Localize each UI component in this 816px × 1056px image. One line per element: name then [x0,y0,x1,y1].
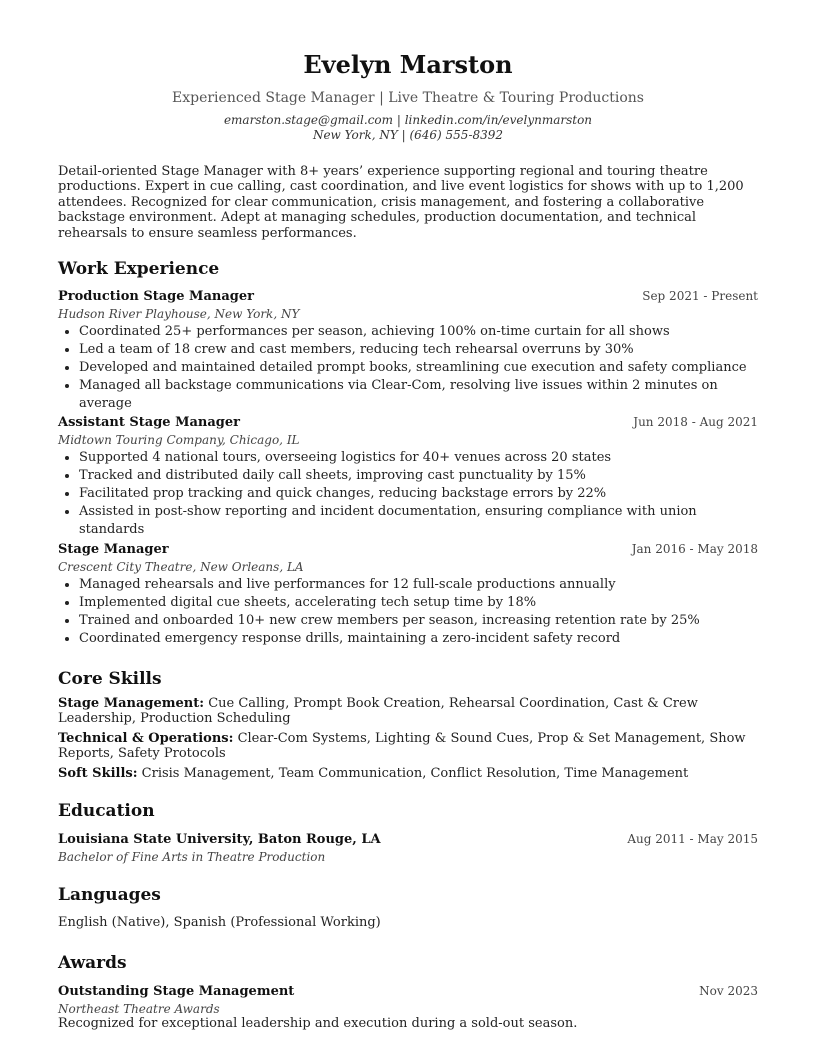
job-bullets [58,323,758,413]
bullet-item: • Managed all backstage communications via Clear-Com, resolving live issues within 2 minutes on average [79,377,758,413]
education-dates: Aug 2011 - May 2015 [627,832,758,846]
section-title-core-skills: Core Skills [58,669,162,689]
job-organization: Crescent City Theatre, New Orleans, LA [58,560,304,574]
professional-summary: Detail-oriented Stage Manager with 8+ years’ experience supporting regional and touring theatre productions. Expert in cue calling, cast coordination, and live event logistics for shows with up to 1,200 attendees. Recognized for clear communication, crisis management, and fostering a collaborative backstage environment. Adept at managing schedules, production documentation, and technical rehearsals to ensure seamless performances. [58,164,744,241]
bullet-item: • Coordinated 25+ performances per season, achieving 100% on-time curtain for all shows [79,323,758,341]
bullet-item: • Implemented digital cue sheets, accelerating tech setup time by 18% [79,594,758,612]
contact-line-email-linkedin: emarston.stage@gmail.com | linkedin.com/in/evelynmarston [223,113,593,127]
skill-category: Soft Skills: [58,766,138,781]
bullet-item: • Tracked and distributed daily call sheets, improving cast punctuality by 15% [79,467,758,485]
skill-category: Stage Management: [58,696,205,711]
skill-line [58,766,758,781]
award-entry [58,984,758,1031]
bullet-item: • Developed and maintained detailed prompt books, streamlining cue execution and safety compliance [79,359,758,377]
bullet-item: • Coordinated emergency response drills, maintaining a zero-incident safety record [79,630,758,648]
skill-values: Crisis Management, Team Communication, Conflict Resolution, Time Management [141,766,689,781]
headline: Experienced Stage Manager | Live Theatre & Touring Productions [172,90,644,106]
job-title: Assistant Stage Manager [58,415,240,430]
job-bullets [58,576,758,648]
work-experience-section [58,259,758,279]
section-title-languages: Languages [58,885,161,905]
job-title: Production Stage Manager [58,289,254,304]
section-title-awards: Awards [58,953,127,973]
languages-list: English (Native), Spanish (Professional Working) [58,915,381,930]
skill-category: Technical & Operations: [58,731,234,746]
job-dates: Sep 2021 - Present [642,289,758,303]
contact-line-location-phone: New York, NY | (646) 555-8392 [312,128,504,142]
bullet-item: • Trained and onboarded 10+ new crew members per season, increasing retention rate by 25% [79,612,758,630]
languages-section [58,885,758,930]
job-organization: Hudson River Playhouse, New York, NY [58,307,300,321]
section-title-education: Education [58,801,155,821]
bullet-item: • Facilitated prop tracking and quick changes, reducing backstage errors by 22% [79,485,758,503]
job-title: Stage Manager [58,542,169,557]
skill-line [58,696,758,726]
job-dates: Jan 2016 - May 2018 [631,542,758,556]
job-entry [58,289,758,413]
education-entry [58,832,758,864]
award-description: Recognized for exceptional leadership and execution during a sold-out season. [58,1016,578,1031]
award-name: Outstanding Stage Management [58,984,295,999]
job-dates: Jun 2018 - Aug 2021 [633,415,758,429]
bullet-item: • Led a team of 18 crew and cast members, reducing tech rehearsal overruns by 30% [79,341,758,359]
award-date: Nov 2023 [699,984,758,998]
skill-values: Clear-Com Systems, Lighting & Sound Cues, Prop & Set Management, Show Reports, Safety Protocols [58,731,746,761]
skill-values: Cue Calling, Prompt Book Creation, Rehearsal Coordination, Cast & Crew Leadership, Production Scheduling [58,696,698,726]
degree: Bachelor of Fine Arts in Theatre Production [58,850,326,864]
bullet-item: • Supported 4 national tours, overseeing logistics for 40+ venues across 20 states [79,449,758,467]
core-skills-section [58,669,758,786]
job-entry [58,542,758,648]
job-entry [58,415,758,539]
bullet-item: • Managed rehearsals and live performances for 12 full-scale productions annually [79,576,758,594]
job-bullets [58,449,758,539]
awards-section [58,953,758,973]
section-title-work-experience: Work Experience [58,259,220,279]
school-name: Louisiana State University, Baton Rouge, LA [58,832,381,847]
skill-line [58,731,758,761]
education-section [58,801,758,821]
candidate-name: Evelyn Marston [303,50,513,79]
job-organization: Midtown Touring Company, Chicago, IL [58,433,300,447]
award-organization: Northeast Theatre Awards [58,1002,220,1016]
bullet-item: • Assisted in post-show reporting and incident documentation, ensuring compliance with union standards [79,503,758,539]
